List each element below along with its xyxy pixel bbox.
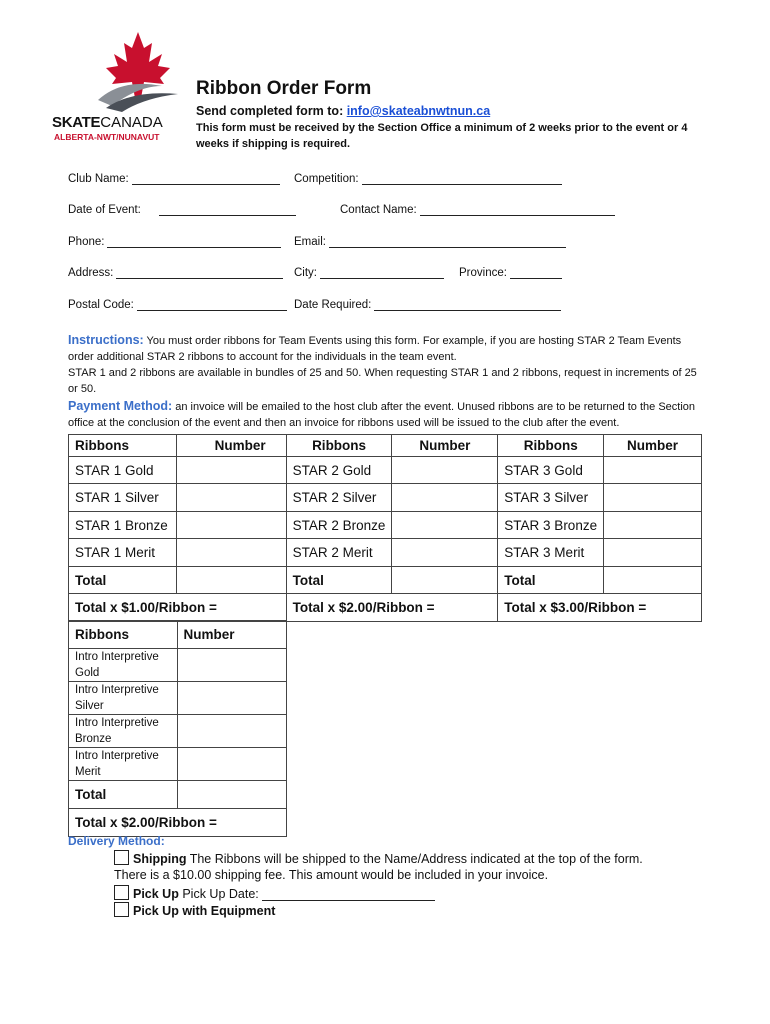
- delivery-heading: Delivery Method:: [68, 834, 165, 848]
- pickup-date-field[interactable]: [262, 888, 435, 901]
- email-link[interactable]: info@skateabnwtnun.ca: [346, 104, 491, 118]
- star2-total[interactable]: [392, 567, 498, 594]
- instructions-paragraph: Instructions: You must order ribbons for Team Events using this form. For example, if you are hosting STAR 2 Team Events order additional STAR 2 ribbons to account for the individuals in the team event. STAR 1 and 2 ribbons are available in bundles of 25 and 50. When requesting STAR 1 and 2 ribbons, request in increments of 25 or 50.: [68, 333, 697, 395]
- total-row: Total: [69, 781, 287, 809]
- table-header-row: Ribbons Number: [69, 621, 287, 649]
- logo-region: ALBERTA-NWT/NUNAVUT: [54, 132, 160, 142]
- competition-field[interactable]: Competition:: [294, 172, 562, 185]
- star3-total[interactable]: [604, 567, 702, 594]
- table-row: Intro Interpretive Gold: [69, 649, 287, 682]
- logo-wordmark: SKATECANADA: [52, 114, 163, 131]
- skate-canada-logo: [52, 28, 184, 146]
- star3-bronze-number[interactable]: [604, 512, 702, 539]
- shipping-checkbox[interactable]: [114, 850, 129, 865]
- pickup-equipment-option: Pick Up with Equipment: [114, 902, 275, 918]
- intro-merit-number[interactable]: [177, 748, 286, 781]
- pickup-checkbox[interactable]: [114, 885, 129, 900]
- contact-name-field[interactable]: Contact Name:: [340, 203, 615, 216]
- intro-gold-number[interactable]: [177, 649, 286, 682]
- star-ribbons-table: [68, 434, 702, 622]
- star1-merit-number[interactable]: [176, 539, 286, 567]
- star2-silver-number[interactable]: [392, 484, 498, 512]
- city-field[interactable]: City:: [294, 266, 444, 279]
- send-to-line: Send completed form to: info@skateabnwtnun.ca: [196, 104, 491, 118]
- page-title: Ribbon Order Form: [196, 78, 372, 99]
- maple-leaf-icon: [92, 28, 184, 114]
- payment-paragraph: Payment Method: an invoice will be emailed to the host club after the event. Unused ribbons are to be returned to the Section office at the conclusion of the event and then an invoice for ribbons used will be issued to the club after the event.: [68, 399, 696, 429]
- intro-silver-number[interactable]: [177, 682, 286, 715]
- total-row: Total Total Total: [69, 567, 702, 594]
- province-field[interactable]: Province:: [459, 266, 562, 279]
- star2-merit-number[interactable]: [392, 539, 498, 567]
- star3-silver-number[interactable]: [604, 484, 702, 512]
- intro-total[interactable]: [177, 781, 286, 809]
- postal-code-field[interactable]: Postal Code:: [68, 298, 287, 311]
- star1-total[interactable]: [176, 567, 286, 594]
- star1-silver-number[interactable]: [176, 484, 286, 512]
- star1-bronze-number[interactable]: [176, 512, 286, 539]
- payment-heading: Payment Method:: [68, 399, 173, 413]
- table-row: STAR 1 Bronze STAR 2 Bronze STAR 3 Bronze: [69, 512, 702, 539]
- star3-merit-number[interactable]: [604, 539, 702, 567]
- instructions-heading: Instructions:: [68, 333, 144, 347]
- phone-field[interactable]: Phone:: [68, 235, 281, 248]
- address-field[interactable]: Address:: [68, 266, 283, 279]
- table-row: STAR 1 Silver STAR 2 Silver STAR 3 Silver: [69, 484, 702, 512]
- star1-gold-number[interactable]: [176, 457, 286, 484]
- table-row: STAR 1 Merit STAR 2 Merit STAR 3 Merit: [69, 539, 702, 567]
- star2-bronze-number[interactable]: [392, 512, 498, 539]
- shipping-option: Shipping The Ribbons will be shipped to the Name/Address indicated at the top of the form.: [114, 850, 643, 866]
- star2-gold-number[interactable]: [392, 457, 498, 484]
- table-row: Intro Interpretive Merit: [69, 748, 287, 781]
- pickup-equipment-checkbox[interactable]: [114, 902, 129, 917]
- price-row: Total x $2.00/Ribbon =: [69, 809, 287, 837]
- table-row: Intro Interpretive Bronze: [69, 715, 287, 748]
- submission-notice: This form must be received by the Section Office a minimum of 2 weeks prior to the event or 4 weeks if shipping is required.: [196, 122, 688, 150]
- table-header-row: Ribbons Number Ribbons Number Ribbons Number: [69, 435, 702, 457]
- club-name-field[interactable]: Club Name:: [68, 172, 280, 185]
- email-field[interactable]: Email:: [294, 235, 566, 248]
- intro-interpretive-table: [68, 620, 287, 837]
- date-required-field[interactable]: Date Required:: [294, 298, 561, 311]
- date-of-event-field[interactable]: Date of Event:: [68, 203, 296, 216]
- star3-gold-number[interactable]: [604, 457, 702, 484]
- price-row: Total x $1.00/Ribbon = Total x $2.00/Ribbon = Total x $3.00/Ribbon =: [69, 594, 702, 622]
- pickup-option: Pick Up Pick Up Date:: [114, 885, 435, 901]
- shipping-fee-note: There is a $10.00 shipping fee. This amount would be included in your invoice.: [114, 868, 549, 882]
- table-row: STAR 1 Gold STAR 2 Gold STAR 3 Gold: [69, 457, 702, 484]
- table-row: Intro Interpretive Silver: [69, 682, 287, 715]
- intro-bronze-number[interactable]: [177, 715, 286, 748]
